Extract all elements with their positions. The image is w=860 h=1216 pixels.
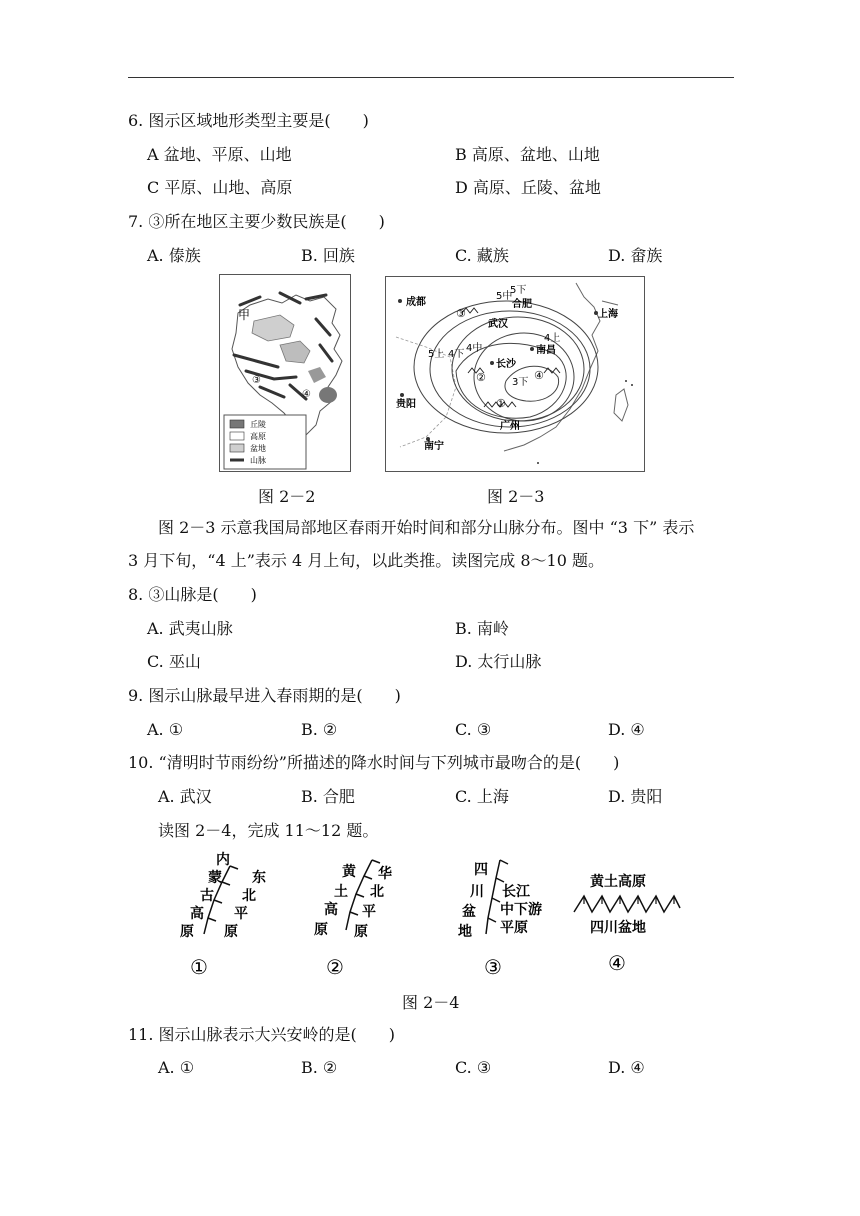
intro-11: 读图 2－4，完成 11～12 题。 — [158, 821, 379, 840]
mountain-2: ② — [476, 371, 486, 384]
iso-4zhong: 4中 — [466, 343, 483, 354]
diagram-3 — [458, 856, 568, 980]
diagram-1 — [178, 848, 278, 980]
q6-option-d[interactable]: D 高原、丘陵、盆地 — [455, 178, 601, 197]
q10-option-b[interactable]: B. 合肥 — [301, 787, 355, 806]
q8-option-b[interactable]: B. 南岭 — [455, 619, 509, 638]
iso-3xia: 3下 — [512, 377, 529, 388]
figure-2-2-map — [219, 274, 351, 472]
city-changsha: 长沙 — [496, 359, 516, 370]
iso-5zhong: 5中 — [496, 291, 513, 302]
diagram-2-svg — [312, 856, 412, 980]
q7-option-c[interactable]: C. 藏族 — [455, 246, 509, 265]
d2-right-3: 平 — [362, 904, 376, 920]
d1-left-4: 高 — [190, 906, 204, 922]
q9-option-d[interactable]: D. ④ — [608, 720, 645, 739]
d1-left-1: 内 — [216, 852, 230, 868]
q8-option-d[interactable]: D. 太行山脉 — [455, 652, 542, 671]
d1-left-5: 原 — [180, 924, 194, 940]
d3-right-2: 中下游 — [500, 902, 542, 918]
d2-right-4: 原 — [354, 924, 368, 940]
southwest-terrain-map — [220, 275, 350, 471]
iso-5shang: 5上 — [428, 349, 445, 360]
city-wuhan: 武汉 — [488, 319, 508, 330]
q8-option-c[interactable]: C. 巫山 — [147, 652, 201, 671]
city-guangzhou: 广州 — [500, 421, 520, 432]
spring-rain-map — [386, 277, 644, 471]
city-guiyang: 贵阳 — [396, 399, 416, 410]
q7-option-d[interactable]: D. 畲族 — [608, 246, 663, 265]
city-nanning: 南宁 — [424, 441, 444, 452]
d3-number: ③ — [484, 955, 502, 979]
city-nanchang: 南昌 — [536, 345, 556, 356]
d3-left-2: 川 — [470, 884, 484, 900]
d3-right-1: 长江 — [502, 884, 530, 900]
d1-number: ① — [190, 955, 208, 979]
q11-option-d[interactable]: D. ④ — [608, 1058, 645, 1077]
label-4: ④ — [302, 389, 311, 400]
d2-right-2: 北 — [370, 884, 384, 900]
d1-right-2: 北 — [242, 888, 256, 904]
d2-left-1: 黄 — [342, 864, 356, 880]
d3-right-3: 平原 — [500, 920, 528, 936]
q7-stem: 7. ③所在地区主要少数民族是( ) — [128, 212, 385, 231]
d2-left-3: 高 — [324, 902, 338, 918]
legend-hills: 丘陵 — [250, 420, 266, 429]
q11-option-a[interactable]: A. ① — [158, 1058, 195, 1077]
q9-stem: 9. 图示山脉最早进入春雨期的是( ) — [128, 686, 401, 705]
label-jia: 甲 — [238, 308, 251, 322]
diagram-3-svg — [458, 856, 568, 980]
d4-top: 黄土高原 — [590, 874, 646, 890]
legend-basin: 盆地 — [250, 444, 266, 453]
d3-left-3: 盆 — [462, 904, 476, 920]
q7-option-a[interactable]: A. 傣族 — [147, 246, 201, 265]
d2-number: ② — [326, 955, 344, 979]
mountain-4: ④ — [534, 369, 544, 382]
d4-number: ④ — [608, 951, 626, 975]
intro-8-line2: 3 月下旬，“4 上”表示 4 月上旬，以此类推。读图完成 8～10 题。 — [128, 551, 604, 570]
figure-2-2-caption: 图 2－2 — [258, 487, 316, 506]
d1-left-3: 古 — [200, 888, 214, 904]
q6-stem: 6. 图示区域地形类型主要是( ) — [128, 111, 369, 130]
mountain-1: ① — [496, 397, 506, 410]
hill-patch — [319, 387, 337, 403]
q11-option-b[interactable]: B. ② — [301, 1058, 338, 1077]
q8-option-a[interactable]: A. 武夷山脉 — [147, 619, 233, 638]
diagram-4 — [572, 866, 682, 980]
d2-right-1: 华 — [378, 866, 392, 882]
diagram-4-svg — [572, 866, 682, 980]
intro-8-line1: 图 2－3 示意我国局部地区春雨开始时间和部分山脉分布。图中 “3 下” 表示 — [158, 518, 695, 537]
d2-left-2: 土 — [334, 884, 348, 900]
d3-left-1: 四 — [474, 862, 488, 878]
q9-option-b[interactable]: B. ② — [301, 720, 338, 739]
q9-option-c[interactable]: C. ③ — [455, 720, 492, 739]
q10-stem: 10. “清明时节雨纷纷”所描述的降水时间与下列城市最吻合的是( ) — [128, 753, 620, 772]
header-rule — [128, 77, 734, 78]
q6-option-c[interactable]: C 平原、山地、高原 — [147, 178, 293, 197]
figure-2-4-caption: 图 2－4 — [402, 993, 460, 1012]
d1-left-2: 蒙 — [208, 870, 222, 886]
iso-4xia: 4下 — [448, 349, 465, 360]
figure-2-3-caption: 图 2－3 — [487, 487, 545, 506]
d2-left-4: 原 — [314, 922, 328, 938]
mountain-ridge — [574, 896, 680, 912]
q8-stem: 8. ③山脉是( ) — [128, 585, 257, 604]
city-chengdu: 成都 — [406, 297, 426, 308]
d4-bottom: 四川盆地 — [590, 920, 646, 936]
q11-option-c[interactable]: C. ③ — [455, 1058, 492, 1077]
d3-left-4: 地 — [458, 924, 472, 940]
mountain-3: ③ — [456, 307, 466, 320]
legend-plateau: 高原 — [250, 432, 266, 441]
q10-option-d[interactable]: D. 贵阳 — [608, 787, 663, 806]
d1-right-4: 原 — [224, 924, 238, 940]
iso-4shang: 4上 — [544, 333, 561, 344]
legend-mountain: 山脉 — [250, 456, 266, 465]
q6-option-a[interactable]: A 盆地、平原、山地 — [147, 145, 292, 164]
d1-right-3: 平 — [234, 906, 248, 922]
q9-option-a[interactable]: A. ① — [147, 720, 184, 739]
city-hefei: 合肥 — [512, 299, 532, 310]
city-shanghai: 上海 — [598, 309, 618, 320]
q11-stem: 11. 图示山脉表示大兴安岭的是( ) — [128, 1025, 396, 1044]
q10-option-c[interactable]: C. 上海 — [455, 787, 509, 806]
q7-option-b[interactable]: B. 回族 — [301, 246, 355, 265]
diagram-1-svg — [178, 848, 278, 980]
diagram-2 — [312, 856, 412, 980]
q10-option-a[interactable]: A. 武汉 — [158, 787, 212, 806]
iso-5xia: 5下 — [510, 285, 527, 296]
q6-option-b[interactable]: B 高原、盆地、山地 — [455, 145, 600, 164]
d1-right-1: 东 — [252, 870, 266, 886]
figure-2-3-map — [385, 276, 645, 472]
label-3: ③ — [252, 375, 261, 386]
